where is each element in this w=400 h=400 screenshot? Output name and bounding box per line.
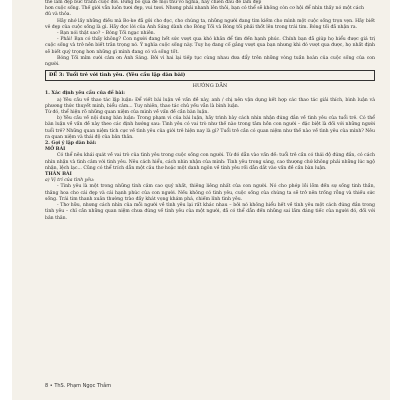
subsection-title: THÂN BÀI: [45, 172, 72, 178]
section-title: 1. Xác định yêu cầu của đề bài:: [45, 91, 125, 97]
paragraph: - Tình yêu là một trong những tình cảm cao quý nhất, thiêng liêng nhất của con người. Nó cho phép lồi lõm đến sự sống tinh thần, thăng hoa cho cái đẹp và cái hạnh phúc của con người. Nếu không có tình yêu, cuộc sống của chúng ta sẽ trở nên trống rỗng và thiếu sức sống. Trái tim thanh xuân thường trào đầy khát vọng khám phá, chiếm lĩnh tình yêu.: [45, 184, 375, 202]
paragraph: b) Yêu cầu về nội dung bàn luận: Trong phạm vi của bài luận, hãy trình bày cách nhìn nhận đúng đắn về tình yêu của tuổi trẻ. Có thể bàn luận về vấn đề này theo các định hướng sau: Tình yêu có vai trò như thế nào trong tâm hồn con người – đặc biệt là đối với những người tuổi trẻ? Những quan niệm tích cực về tình yêu của giới trẻ hiện nay là gì? Tuổi trẻ cần có quan niệm như thế nào về tình yêu của mình? Nêu ra quan niệm và thái độ của bản thân.: [45, 116, 375, 140]
page-footer: [45, 383, 375, 389]
guide-heading: HƯỚNG DẪN: [192, 83, 228, 90]
document-page: [12, 0, 390, 400]
paragraph: Có thể nêu khái quát về vai trò của tình yêu trong cuộc sống con người. Từ đó dẫn vào vấn đề: tuổi trẻ cần có thái độ đúng đắn, có cách nhìn nhận và tình cảm với tình yêu. Nêu cách hiểu, cách nhìn nhận của mình: Tình yêu trong sáng, cao thượng chứ không phải những lúc ngộ nhận, lệch lạc... Cũng có thể trích dẫn một câu thơ hoặc một danh ngôn về tình yêu rồi dẫn dắt vào vấn đề cần bàn luận.: [45, 153, 375, 171]
dialogue-line: - Phải! Bạn có thấy không? Con người đang hết sức vượt qua khó khăn để tìm đến hạnh phúc. Chính bạn đã giúp họ hiểu được giá trị cuộc sống và trở nên biết trân trọng nó. Ý nghĩa cuộc sống này. Tuy họ đang cố gắng vượt qua bạn nhưng khi đó vượt qua được, họ nhất định sẽ biết quý trọng hơn những gì mình đang có và sống tốt.: [45, 37, 375, 55]
page-content: [45, 0, 375, 222]
paragraph: Bóng Tối mỉm cười cảm ơn Ánh Sáng. Bởi vì hai lại tiếp tục cùng nhau đưa đẩy trên những vòng tuần hoàn của cuộc sống của con người.: [45, 55, 375, 68]
paragraph: đủ và thỏa.: [45, 12, 71, 18]
dialogue-line: - Bạn nói thật sao? – Bóng Tối ngạc nhiên.: [57, 31, 156, 37]
subsection-label: a) Vị trí của tình yêu:: [45, 178, 95, 184]
exercise-heading: ĐỀ 3: Tuổi trẻ với tình yêu. (Yêu cầu lập dàn bài): [45, 70, 375, 81]
paragraph: hơn cuộc sống. Thế giới vẫn luôn tươi đẹp, vui tươi. Nhưng phải nhanh lên thôi, bạn có thể sẽ không còn cơ hội để nhìn thấy nó một cách: [45, 6, 365, 12]
subsection-title: MỞ BÀI: [45, 147, 66, 153]
paragraph: thể làm đẹp bức tranh cuộc đời. Đừng bỏ qua để mọi thứ vô nghĩa, hãy chiến đấu để làm đẹp: [45, 0, 262, 5]
paragraph: Hãy nhớ lấy những điều mà Bo-ke đã gửi cho đọc, cho chúng ta, những người đang tìm kiếm cho mình một cuộc sống trọn vẹn. Hãy biết vẻ đẹp của cuộc sống là gì. Hãy đọc lời của Ánh Sáng dành cho Bóng Tối và Bóng tối phải thốt lên trong trái tim. Bóng tối đã nhận ra.: [45, 18, 375, 30]
paragraph: - Thơ hữu, nhưng cách nhìn của mỗi người về tình yêu lại rất khác nhau – bởi nó không hiểu hết về tình yêu một cách đúng đắn trong tình yêu – chỉ cần những quan niệm chưa đúng về tình yêu của một người, đã có thể dẫn đến những sai lầm đáng tiếc của người đó, đối với bản thân.: [45, 203, 375, 221]
paragraph: Từ đó, thể hiện rõ những quan niệm của mình về vấn đề cần bàn luận.: [45, 110, 209, 116]
paragraph: a) Yêu cầu về thao tác lập luận: Để viết bài luận về vấn đề này, anh / chị nên vận dụng kết hợp các thao tác giải thích, bình luận và phương thức thuyết minh, biểu cảm... Tuy nhiên, thao tác chủ yếu vẫn là bình luận.: [45, 97, 375, 109]
section-title: 2. Gợi ý lập dàn bài:: [45, 141, 97, 147]
author-name: ThS. Phạm Ngọc Thắm: [54, 383, 112, 389]
footer-separator: •: [49, 383, 55, 389]
page-number: 8: [45, 383, 49, 389]
